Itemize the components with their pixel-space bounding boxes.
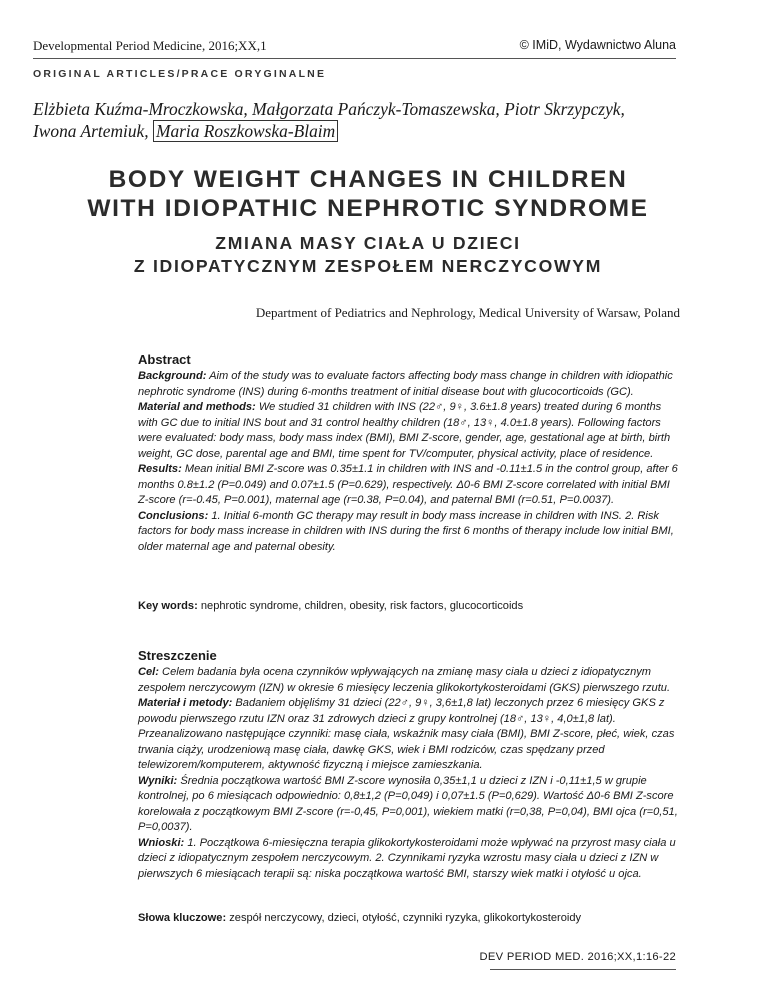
streszczenie-wnioski <box>138 836 682 883</box>
footer-citation: DEV PERIOD MED. 2016;XX,1:16-22 <box>479 951 676 963</box>
conclusions-label: Conclusions: <box>138 509 209 522</box>
streszczenie-heading: Streszczenie <box>138 648 217 663</box>
cel-text: Celem badania była ocena czynników wpływających na zmianę masy ciała u dzieci z idiopatycznym zespołem nerczycowym (IZN) w okresie 6 miesięcy leczenia glikokortykosteroidami (GKS) pierwszego rzutu. <box>138 666 671 694</box>
slowa-kluczowe-label: Słowa kluczowe: <box>138 912 227 924</box>
abstract-results <box>138 462 682 509</box>
section-label: ORIGINAL ARTICLES/PRACE ORYGINALNE <box>33 68 327 80</box>
affiliation: Department of Pediatrics and Nephrology, Medical University of Warsaw, Poland <box>255 305 680 320</box>
abstract-conclusions <box>138 509 682 556</box>
journal-header: Developmental Period Medicine, 2016;XX,1 <box>33 38 267 53</box>
background-label: Background: <box>138 370 207 382</box>
conclusions-text: 1. Initial 6-month GC therapy may result in body mass increase in children with INS. 2. Risk factors for body mass increase in children with INS during the first 6 months of therapy include low initial BMI, older maternal age and paternal obesity. <box>138 509 674 553</box>
authors-line-2 <box>33 120 683 142</box>
footer-rule <box>490 969 676 970</box>
abstract-body <box>138 369 682 555</box>
wnioski-text: 1. Początkowa 6-miesięczna terapia glikokortykosteroidami może wpływać na przyrost masy ciała u dzieci z idiopatycznym zespołem nerczycowym. 2. Czynnikami ryzyka wzrostu masy ciała u dzieci z IZN w pierwszych 6 miesiącach terapii są: niska początkowa wartość BMI, starszy wiek matki i otyłość u ojca. <box>138 836 676 880</box>
methods-label: Material and methods: <box>138 401 256 413</box>
publisher-header: © IMiD, Wydawnictwo Aluna <box>519 38 676 52</box>
title-english-line-1: BODY WEIGHT CHANGES IN CHILDREN <box>108 166 628 193</box>
abstract-keywords <box>138 599 698 615</box>
wnioski-label: Wnioski: <box>138 836 185 849</box>
metody-text: Badaniem objęliśmy 31 dzieci (22♂, 9♀, 3,6±1,8 lat) leczonych przez 6 miesięcy GKS z powodu pierwszego rzutu IZN oraz 31 zdrowych dzieci z grupy kontrolnej (18♂, 13♀, 4,0±1,8 lat). Przeanalizowano następujące czynniki: masę ciała, wskaźnik masy ciała (BMI), BMI Z-score, płeć, wiek, czas trwania ciąży, urodzeniową masę ciała, dawkę GKS, wiek i BMI rodziców, czas spędzany przed telewizorem/komputerem, aktywność fizyczną i miejsce zamieszkania. <box>138 697 675 771</box>
wyniki-text: Średnia początkowa wartość BMI Z-score wynosiła 0,35±1,1 u dzieci z IZN i -0,11±1,5 w grupie kontrolnej, po 6 miesiącach odpowiednio: 0,8±1,2 (P=0,049) i 0,07±1.5 (P=0,629). Wartość Δ0-6 BMI Z-score korelowała z początkowym BMI Z-score (r=-0,45, P=0,001), wiekiem matki (r=0,38, P=0,04), BMI ojca (r=0,51, P=0,0037). <box>138 774 678 833</box>
title-english-line-2: WITH IDIOPATHIC NEPHROTIC SYNDROME <box>87 195 649 222</box>
methods-text: We studied 31 children with INS (22♂, 9♀, 3.6±1.8 years) treated during 6 months with GC due to initial INS bout and 31 control healthy children (18♂, 13♀, 4.0±1.8 years). Following factors were evaluated: body mass, body mass index (BMI), BMI Z-score, gender, age, gestational age at birth, birth weight, GC dose, parental age and BMI, time spent for TV/computer, physical activity, place of residence. <box>138 401 671 460</box>
title-polish-line-2: Z IDIOPATYCZNYM ZESPOŁEM NERCZYCOWYM <box>133 256 603 276</box>
streszczenie-cel <box>138 665 682 696</box>
results-text: Mean initial BMI Z-score was 0.35±1.1 in children with INS and -0.11±1.5 in the control group, after 6 months 0.8±1.2 (P=0.049) and 0.07±1.5 (P=0.629), respectively. Δ0-6 BMI Z-score correlated with initial BMI Z-score (r=-0.45, P=0.001), maternal age (r=0.38, P=0.04), and paternal BMI (r=0.51, P=0.0037). <box>138 463 678 506</box>
keywords-label: Key words: <box>138 600 198 612</box>
metody-label: Materiał i metody: <box>138 697 233 709</box>
header-rule <box>33 58 676 59</box>
author-list <box>33 98 683 142</box>
streszczenie-metody <box>138 696 682 774</box>
cel-label: Cel: <box>138 666 159 678</box>
streszczenie-wyniki <box>138 774 682 836</box>
abstract-heading: Abstract <box>138 352 191 367</box>
abstract-methods <box>138 400 682 462</box>
streszczenie-body <box>138 665 682 882</box>
authors-line-2-prefix: Iwona Artemiuk, <box>33 121 153 141</box>
wyniki-label: Wyniki: <box>138 774 178 787</box>
keywords-text: nephrotic syndrome, children, obesity, risk factors, glucocorticoids <box>197 600 524 612</box>
slowa-kluczowe-text: zespół nerczycowy, dzieci, otyłość, czynniki ryzyka, glikokortykosteroidy <box>226 912 582 924</box>
title-polish-line-1: ZMIANA MASY CIAŁA U DZIECI <box>215 233 521 253</box>
results-label: Results: <box>138 463 182 475</box>
abstract-background <box>138 369 682 400</box>
corresponding-author: Maria Roszkowska-Blaim <box>153 120 338 142</box>
authors-line-1: Elżbieta Kuźma-Mroczkowska, Małgorzata Pańczyk-Tomaszewska, Piotr Skrzypczyk, <box>33 99 625 119</box>
streszczenie-keywords <box>138 911 698 927</box>
background-text: Aim of the study was to evaluate factors affecting body mass change in children with idiopathic nephrotic syndrome (INS) during 6-months treatment of initial disease bout with glucocorticoids (GC). <box>138 370 673 398</box>
